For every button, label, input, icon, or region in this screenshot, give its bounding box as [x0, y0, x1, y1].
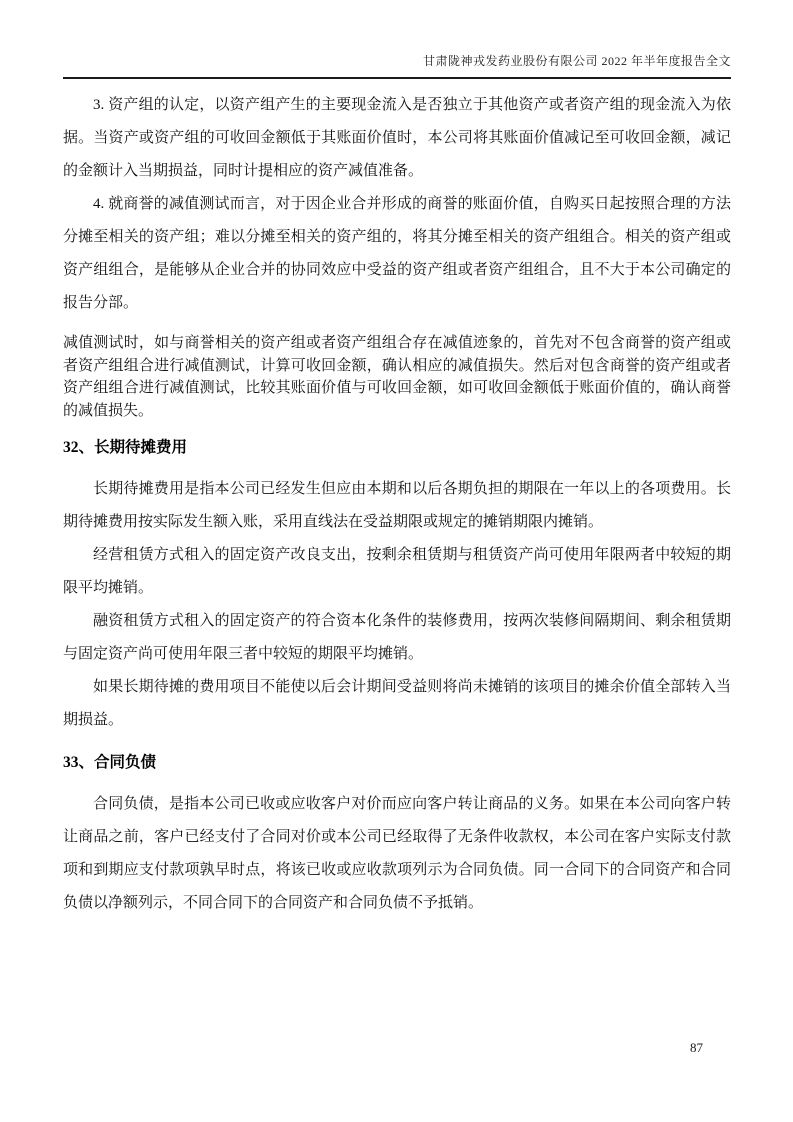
- report-title: 甘肃陇神戎发药业股份有限公司 2022 年半年度报告全文: [422, 54, 731, 68]
- paragraph-goodwill-allocation: 4. 就商誉的减值测试而言，对于因企业合并形成的商誉的账面价值，自购买日起按照合理的方法分摊至相关的资产组；难以分摊至相关的资产组的，将其分摊至相关的资产组组合。相关的资产组或资产组组合，是能够从企业合并的协同效应中受益的资产组或者资产组组合，且不大于本公司确定的报告分部。: [63, 196, 731, 311]
- paragraph-goodwill-impairment-test: 减值测试时，如与商誉相关的资产组或者资产组组合存在减值迹象的，首先对不包含商誉的资产组或者资产组组合进行减值测试，计算可收回金额，确认相应的减值损失。然后对包含商誉的资产组或者资产组组合进行减值测试，比较其账面价值与可收回金额，如可收回金额低于账面价值的，确认商誉的减值损失。: [63, 335, 731, 419]
- page-number: 87: [690, 1040, 703, 1055]
- paragraph-ltde-definition: 长期待摊费用是指本公司已经发生但应由本期和以后各期负担的期限在一年以上的各项费用。长期待摊费用按实际发生额入账，采用直线法在受益期限或规定的摊销期限内摊销。: [63, 481, 731, 530]
- paragraph-ltde-transfer-to-profit-loss: 如果长期待摊的费用项目不能使以后会计期间受益则将尚未摊销的该项目的摊余价值全部转入当期损益。: [63, 679, 731, 728]
- section-heading-33-contract-liabilities: 33、合同负债: [63, 754, 157, 771]
- paragraph-contract-liability-definition: 合同负债，是指本公司已收或应收客户对价而应向客户转让商品的义务。如果在本公司向客户转让商品之前，客户已经支付了合同对价或本公司已经取得了无条件收款权，本公司在客户实际支付款项和到期应支付款项孰早时点，将该已收或应收款项列示为合同负债。同一合同下的合同资产和合同负债以净额列示，不同合同下的合同资产和合同负债不予抵销。: [63, 796, 731, 911]
- paragraph-ltde-operating-lease: 经营租赁方式租入的固定资产改良支出，按剩余租赁期与租赁资产尚可使用年限两者中较短的期限平均摊销。: [63, 547, 731, 596]
- page-header: [63, 0, 731, 79]
- section-heading-32-long-term-deferred-expenses: 32、长期待摊费用: [63, 439, 188, 456]
- page-body: [63, 89, 731, 920]
- paragraph-asset-group-recognition: 3. 资产组的认定，以资产组产生的主要现金流入是否独立于其他资产或者资产组的现金流入为依据。当资产或资产组的可收回金额低于其账面价值时，本公司将其账面价值减记至可收回金额，减记的金额计入当期损益，同时计提相应的资产减值准备。: [63, 97, 731, 179]
- paragraph-ltde-finance-lease: 融资租赁方式租入的固定资产的符合资本化条件的装修费用，按两次装修间隔期间、剩余租赁期与固定资产尚可使用年限三者中较短的期限平均摊销。: [63, 613, 731, 662]
